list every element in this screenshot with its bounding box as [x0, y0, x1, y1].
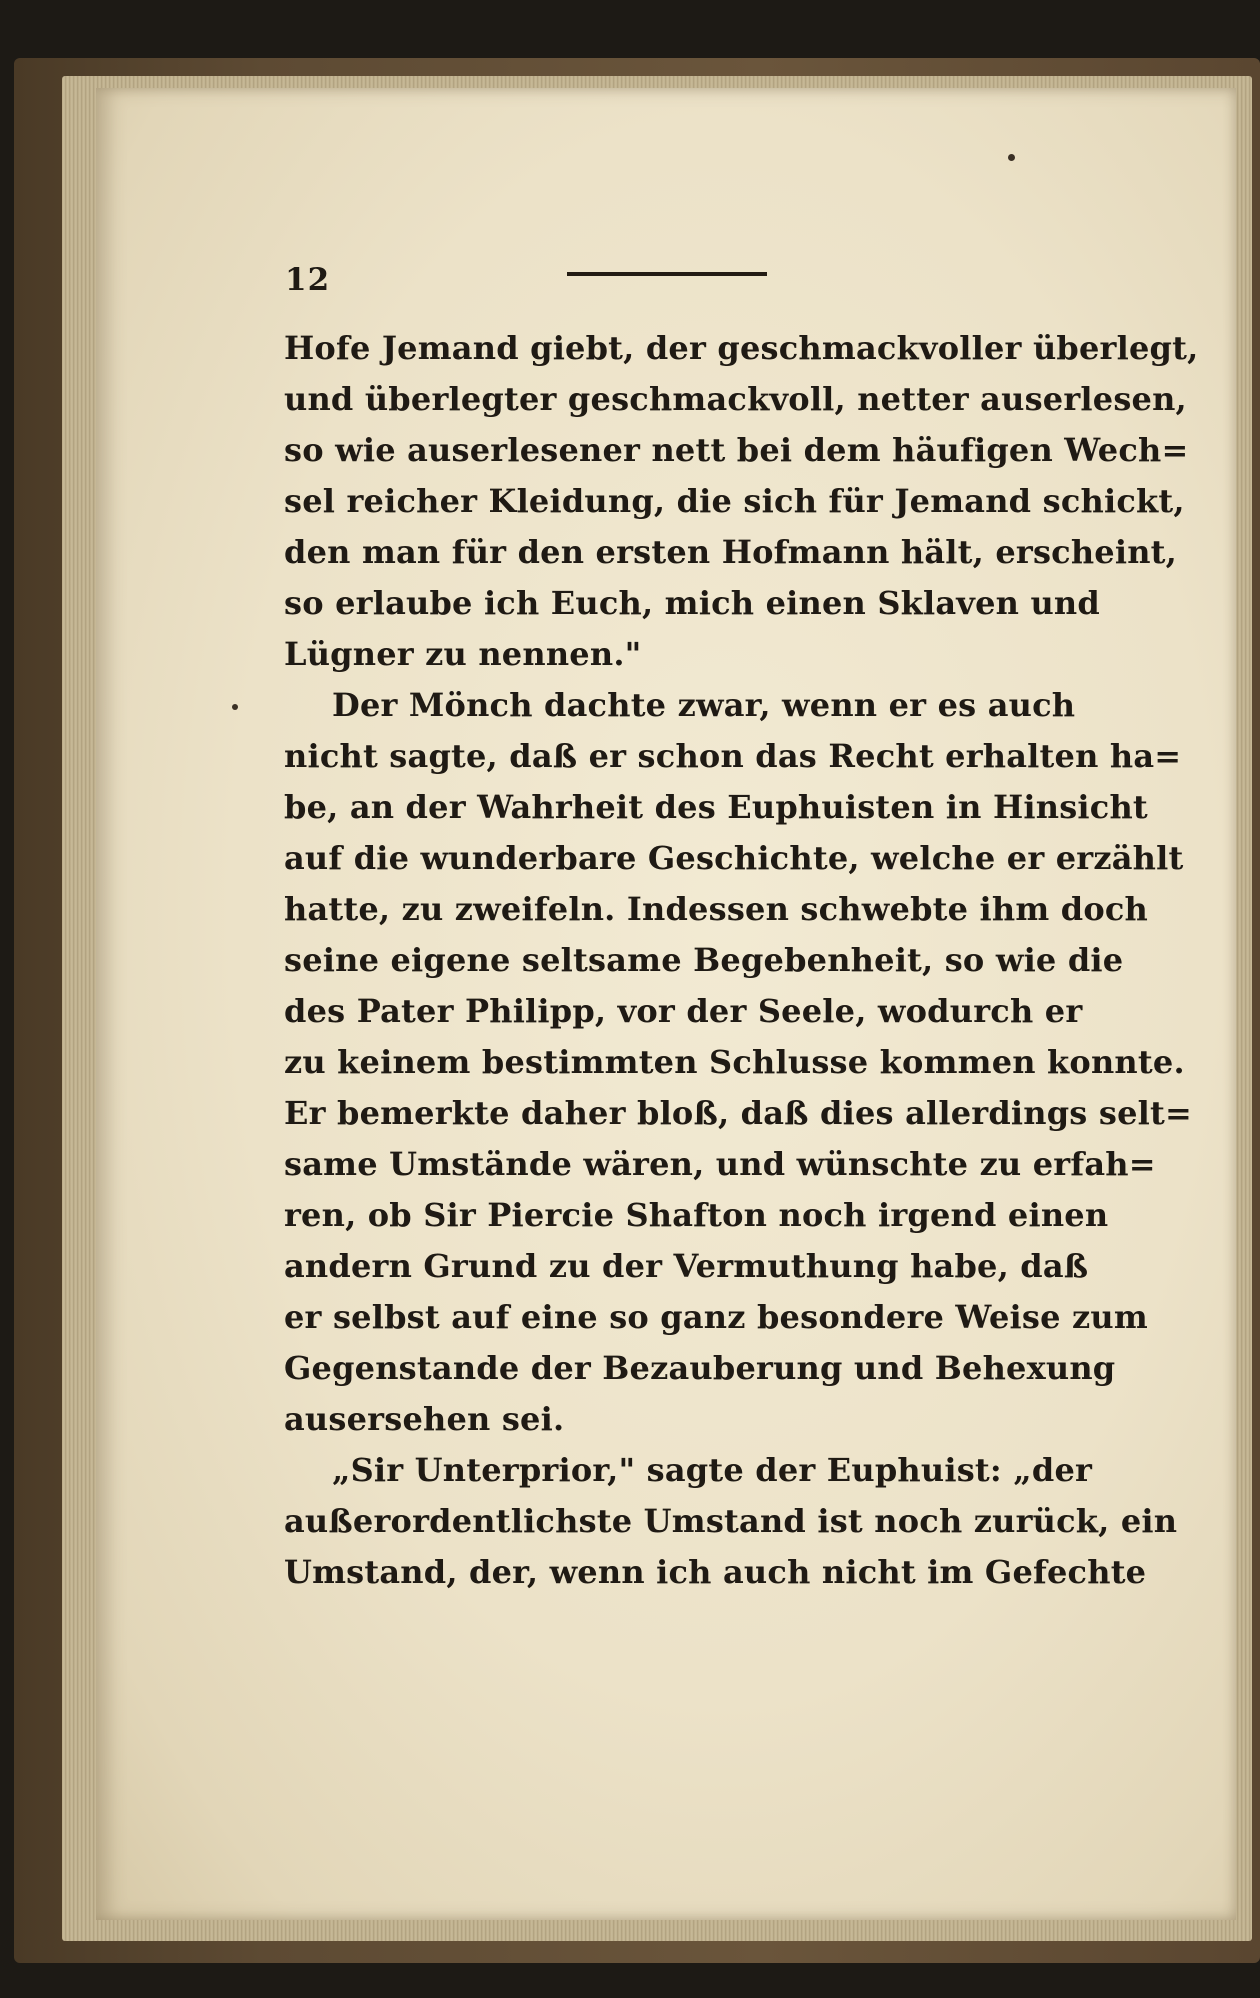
text-line: seine eigene seltsame Begebenheit, so wie die	[284, 941, 1124, 979]
text-line: und überlegter geschmackvoll, netter auserlesen,	[284, 380, 1187, 418]
page-number: 12	[285, 262, 331, 298]
text-line: er selbst auf eine so ganz besondere Weise zum	[284, 1298, 1148, 1336]
text-line: ren, ob Sir Piercie Shafton noch irgend einen	[284, 1196, 1109, 1234]
text-line: zu keinem bestimmten Schlusse kommen konnte.	[284, 1043, 1185, 1081]
text-line: Hofe Jemand giebt, der geschmackvoller überlegt,	[284, 329, 1199, 367]
paper-speck	[1008, 154, 1015, 161]
text-line: be, an der Wahrheit des Euphuisten in Hinsicht	[284, 788, 1148, 826]
text-line: Gegenstande der Bezauberung und Behexung	[284, 1349, 1116, 1387]
text-line: so wie auserlesener nett bei dem häufigen Wech=	[284, 431, 1189, 469]
text-line: „Sir Unterprior," sagte der Euphuist: „der	[332, 1451, 1093, 1489]
text-line: Er bemerkte daher bloß, daß dies allerdings selt=	[284, 1094, 1192, 1132]
text-line: andern Grund zu der Vermuthung habe, daß	[284, 1247, 1089, 1285]
text-line: same Umstände wären, und wünschte zu erfah=	[284, 1145, 1156, 1183]
text-line: Umstand, der, wenn ich auch nicht im Gefechte	[284, 1553, 1147, 1591]
text-line: auf die wunderbare Geschichte, welche er erzählt	[284, 839, 1184, 877]
text-line: Der Mönch dachte zwar, wenn er es auch	[332, 686, 1076, 724]
text-line: so erlaube ich Euch, mich einen Sklaven und	[284, 584, 1100, 622]
header-rule	[567, 272, 767, 276]
text-line: Lügner zu nennen."	[284, 635, 642, 673]
text-line: ausersehen sei.	[284, 1400, 565, 1438]
text-block	[284, 323, 1199, 1598]
text-line: nicht sagte, daß er schon das Recht erhalten ha=	[284, 737, 1182, 775]
text-line: außerordentlichste Umstand ist noch zurück, ein	[284, 1502, 1178, 1540]
page-header	[285, 262, 785, 302]
text-line: hatte, zu zweifeln. Indessen schwebte ihm doch	[284, 890, 1149, 928]
text-line: des Pater Philipp, vor der Seele, wodurch er	[284, 992, 1083, 1030]
text-line: den man für den ersten Hofmann hält, erscheint,	[284, 533, 1178, 571]
text-line: sel reicher Kleidung, die sich für Jemand schickt,	[284, 482, 1185, 520]
paper-speck	[232, 704, 238, 710]
